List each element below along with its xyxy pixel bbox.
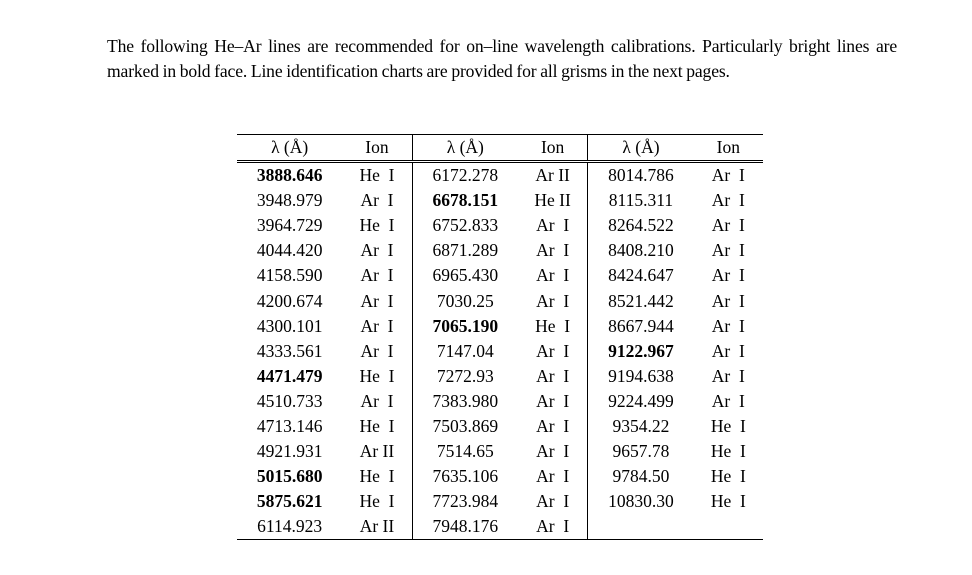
wavelength-cell: 10830.30 xyxy=(588,489,694,514)
ion-cell: Ar II xyxy=(535,165,570,186)
table-row xyxy=(237,439,763,464)
wavelength-cell: 9224.499 xyxy=(588,389,694,414)
ion-cell: He II xyxy=(534,190,571,211)
ion-cell: Ar I xyxy=(711,215,745,236)
ion-cell: He I xyxy=(359,415,395,436)
ion-cell: He I xyxy=(535,315,571,336)
wavelength-cell: 7383.980 xyxy=(412,389,518,414)
table-row xyxy=(237,464,763,489)
ion-cell: He I xyxy=(359,215,395,236)
ion-cell: Ar I xyxy=(711,165,745,186)
wavelength-cell: 7635.106 xyxy=(412,464,518,489)
ion-cell: Ar I xyxy=(360,265,394,286)
intro-paragraph: The following He–Ar lines are recommended for on–line wavelength calibrations. Particularly bright lines are marked in bold face. Line identification charts are provided for all grisms in the next pages. xyxy=(107,35,897,82)
ion-cell: He I xyxy=(359,466,395,487)
column-header-wavelength: λ (Å) xyxy=(412,135,518,162)
wavelength-cell: 6114.923 xyxy=(237,514,342,540)
ion-cell: Ar I xyxy=(360,390,394,411)
ion-cell: Ar I xyxy=(360,190,394,211)
ion-cell: Ar I xyxy=(536,290,570,311)
column-header-ion: Ion xyxy=(518,135,588,162)
wavelength-cell: 7514.65 xyxy=(412,439,518,464)
ion-cell: Ar I xyxy=(711,340,745,361)
table-body xyxy=(237,162,763,540)
wavelength-cell: 4510.733 xyxy=(256,390,323,411)
wavelength-cell: 4333.561 xyxy=(256,340,323,361)
ion-cell: Ar I xyxy=(536,441,570,462)
wavelength-cell: 7065.190 xyxy=(412,314,518,339)
ion-cell: Ar I xyxy=(536,365,570,386)
table-row xyxy=(237,188,763,213)
wavelength-cell: 5015.680 xyxy=(256,466,323,487)
ion-cell: He I xyxy=(359,365,395,386)
table-row xyxy=(237,514,763,540)
table-row xyxy=(237,263,763,288)
ion-cell: Ar I xyxy=(536,240,570,261)
wavelength-cell: 4713.146 xyxy=(256,415,323,436)
table-row xyxy=(237,389,763,414)
wavelength-cell: 3964.729 xyxy=(256,215,323,236)
wavelength-cell: 9194.638 xyxy=(588,364,694,389)
ion-cell: He I xyxy=(710,441,746,462)
ion-cell: Ar I xyxy=(360,240,394,261)
ion-cell: He I xyxy=(359,491,395,512)
wavelength-cell: 6678.151 xyxy=(412,188,518,213)
wavelength-cell: 6752.833 xyxy=(412,213,518,238)
ion-cell: Ar I xyxy=(711,265,745,286)
wavelength-cell: 9657.78 xyxy=(588,439,694,464)
wavelength-cell: 9354.22 xyxy=(588,414,694,439)
table-row xyxy=(237,314,763,339)
ion-cell: He I xyxy=(710,491,746,512)
ion-cell: Ar I xyxy=(711,190,745,211)
ion-cell: Ar I xyxy=(360,315,394,336)
ion-cell: Ar I xyxy=(536,265,570,286)
column-header-wavelength: λ (Å) xyxy=(588,135,694,162)
wavelength-cell: 8115.311 xyxy=(588,188,694,213)
ion-cell: Ar I xyxy=(536,215,570,236)
table-row xyxy=(237,238,763,263)
wavelength-cell: 6871.289 xyxy=(412,238,518,263)
wavelength-cell: 4921.931 xyxy=(256,441,323,462)
wavelength-cell: 7503.869 xyxy=(412,414,518,439)
column-header-wavelength: λ (Å) xyxy=(237,135,342,162)
ion-cell: Ar II xyxy=(359,441,395,462)
wavelength-cell: 9784.50 xyxy=(588,464,694,489)
wavelength-cell: 4200.674 xyxy=(256,290,323,311)
ion-cell: He I xyxy=(710,466,746,487)
ion-cell: Ar I xyxy=(711,390,745,411)
table-row xyxy=(237,213,763,238)
wavelength-cell: 8408.210 xyxy=(588,238,694,263)
wavelength-cell: 3888.646 xyxy=(256,165,323,186)
table-header-row xyxy=(237,135,763,162)
ion-cell: Ar II xyxy=(342,514,412,540)
wavelength-cell: 8667.944 xyxy=(588,314,694,339)
ion-cell: He I xyxy=(710,415,746,436)
wavelength-cell xyxy=(588,514,694,540)
wavelength-cell: 4158.590 xyxy=(256,265,323,286)
ion-cell: Ar I xyxy=(360,290,394,311)
wavelength-cell: 7723.984 xyxy=(412,489,518,514)
ion-cell: Ar I xyxy=(711,290,745,311)
line-table xyxy=(237,134,763,540)
table-row xyxy=(237,162,763,189)
wavelength-cell: 8424.647 xyxy=(588,263,694,288)
wavelength-cell: 3948.979 xyxy=(256,190,323,211)
wavelength-cell: 9122.967 xyxy=(588,339,694,364)
wavelength-cell: 5875.621 xyxy=(256,491,323,512)
ion-cell: Ar I xyxy=(536,340,570,361)
wavelength-cell: 7030.25 xyxy=(412,288,518,313)
wavelength-cell: 7272.93 xyxy=(412,364,518,389)
ion-cell: He I xyxy=(359,165,395,186)
ion-cell: Ar I xyxy=(536,466,570,487)
ion-cell: Ar I xyxy=(711,315,745,336)
column-header-ion: Ion xyxy=(694,135,763,162)
wavelength-cell: 8521.442 xyxy=(588,288,694,313)
wavelength-cell: 7147.04 xyxy=(412,339,518,364)
ion-cell: Ar I xyxy=(518,514,588,540)
table-row xyxy=(237,288,763,313)
table-row xyxy=(237,414,763,439)
column-header-ion: Ion xyxy=(342,135,412,162)
wavelength-cell: 7948.176 xyxy=(412,514,518,540)
ion-cell: Ar I xyxy=(536,415,570,436)
wavelength-cell: 8264.522 xyxy=(588,213,694,238)
ion-cell: Ar I xyxy=(536,491,570,512)
ion-cell xyxy=(694,514,763,540)
ion-cell: Ar I xyxy=(536,390,570,411)
wavelength-cell: 6965.430 xyxy=(412,263,518,288)
wavelength-cell: 8014.786 xyxy=(588,162,694,189)
table-row xyxy=(237,339,763,364)
wavelength-cell: 4300.101 xyxy=(256,315,323,336)
wavelength-cell: 6172.278 xyxy=(412,162,518,189)
table-row xyxy=(237,364,763,389)
ion-cell: Ar I xyxy=(360,340,394,361)
wavelength-cell: 4044.420 xyxy=(256,240,323,261)
ion-cell: Ar I xyxy=(711,365,745,386)
ion-cell: Ar I xyxy=(711,240,745,261)
wavelength-cell: 4471.479 xyxy=(256,365,323,386)
table-row xyxy=(237,489,763,514)
